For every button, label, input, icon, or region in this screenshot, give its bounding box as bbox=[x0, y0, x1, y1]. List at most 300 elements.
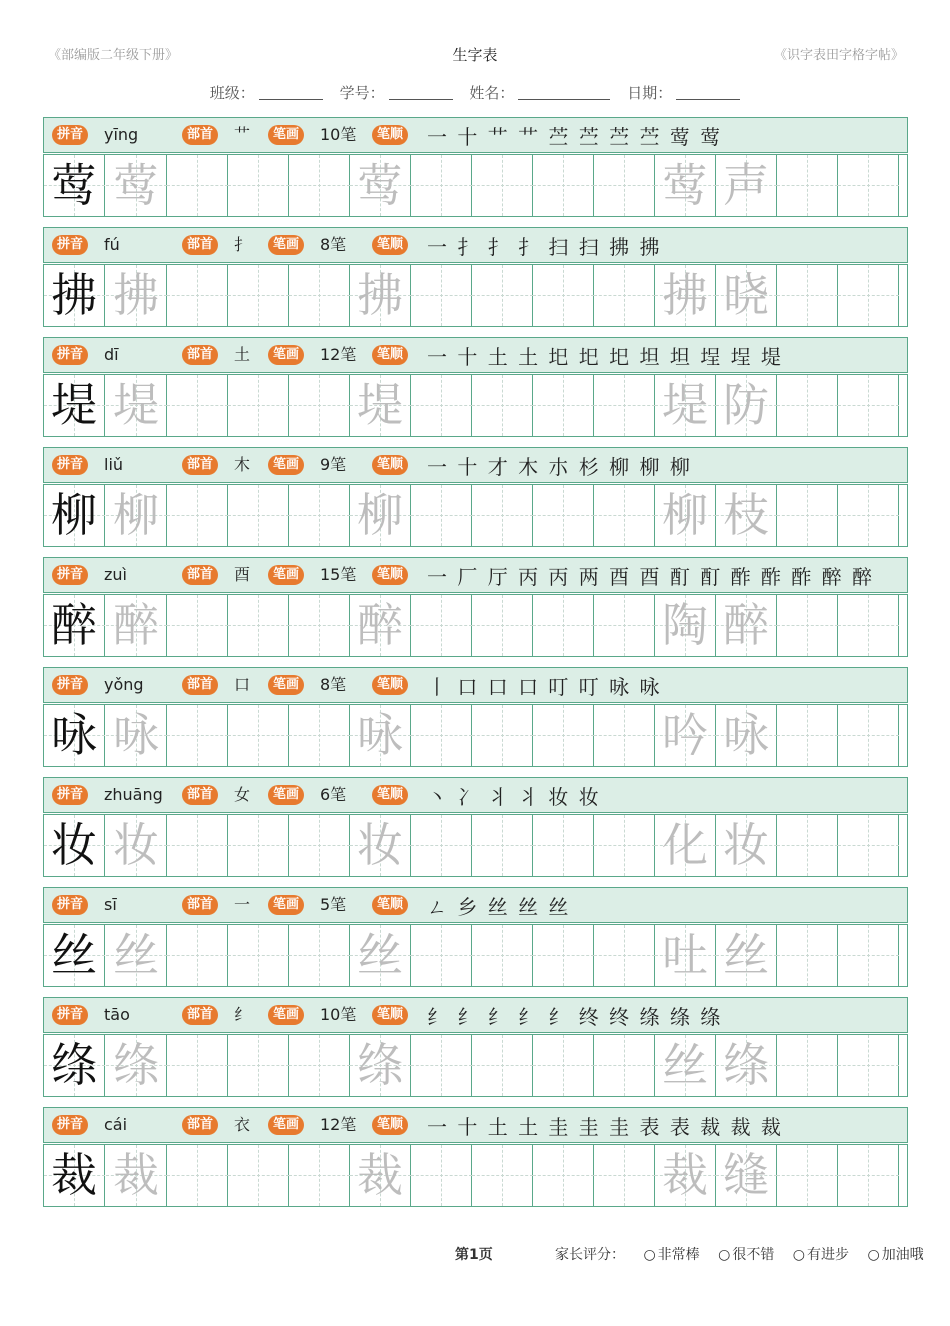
info-bar bbox=[43, 667, 908, 703]
writing-cell[interactable] bbox=[411, 1145, 472, 1206]
radical-tag: 部首 bbox=[182, 895, 218, 915]
character-block bbox=[43, 777, 908, 879]
writing-cell[interactable] bbox=[228, 925, 289, 986]
writing-cell[interactable] bbox=[533, 1145, 594, 1206]
pinyin-tag: 拼音 bbox=[52, 675, 88, 695]
writing-cell[interactable] bbox=[716, 265, 777, 326]
writing-cell[interactable] bbox=[716, 1035, 777, 1096]
stroke-order: 丨 口 口 口 叮 叮 咏 咏 bbox=[427, 675, 662, 699]
writing-cell[interactable] bbox=[289, 1145, 350, 1206]
trace-character: 拂 bbox=[113, 268, 159, 322]
writing-cell[interactable] bbox=[167, 705, 228, 766]
trace-character: 咏 bbox=[113, 708, 159, 762]
date-field[interactable]: 日期： bbox=[627, 82, 740, 103]
writing-cell[interactable] bbox=[44, 265, 105, 326]
order-tag: 笔顺 bbox=[372, 455, 408, 475]
writing-cell[interactable] bbox=[411, 925, 472, 986]
pinyin-value: dī bbox=[104, 345, 119, 364]
writing-cell[interactable] bbox=[411, 155, 472, 216]
writing-cell[interactable] bbox=[655, 595, 716, 656]
writing-cell[interactable] bbox=[167, 1145, 228, 1206]
writing-cell[interactable] bbox=[472, 595, 533, 656]
pinyin-tag: 拼音 bbox=[52, 1005, 88, 1025]
writing-cell[interactable] bbox=[44, 485, 105, 546]
writing-cell[interactable] bbox=[228, 485, 289, 546]
writing-cell[interactable] bbox=[533, 265, 594, 326]
radical-tag: 部首 bbox=[182, 455, 218, 475]
character-block bbox=[43, 667, 908, 769]
trace-character: 咏 bbox=[357, 708, 403, 762]
page-header bbox=[0, 44, 950, 66]
writing-cell[interactable] bbox=[106, 705, 167, 766]
writing-cell[interactable] bbox=[777, 485, 838, 546]
student-number-field[interactable]: 学号： bbox=[340, 82, 453, 103]
tianzige-grid bbox=[43, 924, 908, 987]
writing-cell[interactable] bbox=[167, 485, 228, 546]
character-block bbox=[43, 997, 908, 1099]
writing-cell[interactable] bbox=[594, 1145, 655, 1206]
info-bar bbox=[43, 117, 908, 153]
name-field[interactable]: 姓名： bbox=[469, 82, 610, 103]
tianzige-grid bbox=[43, 1034, 908, 1097]
word-character: 声 bbox=[723, 158, 769, 212]
model-character: 绦 bbox=[51, 1038, 97, 1092]
order-tag: 笔顺 bbox=[372, 125, 408, 145]
writing-cell[interactable] bbox=[594, 265, 655, 326]
word-character: 裁 bbox=[662, 1148, 708, 1202]
strokes-tag: 笔画 bbox=[268, 1005, 304, 1025]
writing-cell[interactable] bbox=[655, 1035, 716, 1096]
writing-cell[interactable] bbox=[655, 265, 716, 326]
model-character: 醉 bbox=[51, 598, 97, 652]
strokes-tag: 笔画 bbox=[268, 455, 304, 475]
trace-character: 堤 bbox=[357, 378, 403, 432]
model-character: 柳 bbox=[51, 488, 97, 542]
trace-character: 裁 bbox=[357, 1148, 403, 1202]
writing-cell[interactable] bbox=[716, 1145, 777, 1206]
trace-character: 妆 bbox=[113, 818, 159, 872]
writing-cell[interactable] bbox=[44, 705, 105, 766]
writing-cell[interactable] bbox=[44, 1035, 105, 1096]
radical-value: 酉 bbox=[234, 565, 251, 584]
writing-cell[interactable] bbox=[44, 155, 105, 216]
writing-cell[interactable] bbox=[838, 265, 899, 326]
order-tag: 笔顺 bbox=[372, 675, 408, 695]
word-character: 妆 bbox=[723, 818, 769, 872]
tianzige-grid bbox=[43, 594, 908, 657]
word-character: 缝 bbox=[723, 1148, 769, 1202]
pinyin-tag: 拼音 bbox=[52, 125, 88, 145]
stroke-order: 一 十 才 木 朩 杉 柳 柳 柳 bbox=[427, 455, 692, 479]
writing-cell[interactable] bbox=[533, 485, 594, 546]
word-character: 莺 bbox=[662, 158, 708, 212]
class-field[interactable]: 班级： bbox=[210, 82, 323, 103]
writing-cell[interactable] bbox=[106, 155, 167, 216]
writing-cell[interactable] bbox=[289, 705, 350, 766]
writing-cell[interactable] bbox=[44, 815, 105, 876]
writing-cell[interactable] bbox=[594, 815, 655, 876]
character-block bbox=[43, 117, 908, 219]
pinyin-value: cái bbox=[104, 1115, 128, 1134]
radical-tag: 部首 bbox=[182, 785, 218, 805]
writing-cell[interactable] bbox=[106, 925, 167, 986]
writing-cell[interactable] bbox=[594, 705, 655, 766]
writing-cell[interactable] bbox=[228, 1035, 289, 1096]
writing-cell[interactable] bbox=[472, 485, 533, 546]
writing-cell[interactable] bbox=[228, 265, 289, 326]
writing-cell[interactable] bbox=[106, 1145, 167, 1206]
trace-character: 莺 bbox=[113, 158, 159, 212]
writing-cell[interactable] bbox=[106, 485, 167, 546]
page-number: 第1页 bbox=[455, 1247, 493, 1263]
strokes-value: 5笔 bbox=[320, 895, 347, 914]
writing-cell[interactable] bbox=[716, 155, 777, 216]
writing-cell[interactable] bbox=[838, 815, 899, 876]
strokes-tag: 笔画 bbox=[268, 235, 304, 255]
word-character: 晓 bbox=[723, 268, 769, 322]
model-character: 妆 bbox=[51, 818, 97, 872]
word-character: 化 bbox=[662, 818, 708, 872]
writing-cell[interactable] bbox=[716, 705, 777, 766]
pinyin-tag: 拼音 bbox=[52, 785, 88, 805]
radical-value: 扌 bbox=[234, 235, 251, 254]
writing-cell[interactable] bbox=[472, 375, 533, 436]
character-block bbox=[43, 557, 908, 659]
rating-option-good[interactable]: ○ 很不错 bbox=[718, 1247, 774, 1263]
tianzige-grid bbox=[43, 374, 908, 437]
radical-tag: 部首 bbox=[182, 235, 218, 255]
rating-option-keep-going[interactable]: ○ 加油哦 bbox=[867, 1247, 923, 1263]
writing-cell[interactable] bbox=[838, 1035, 899, 1096]
writing-cell[interactable] bbox=[228, 155, 289, 216]
stroke-order: 一 扌 扌 扌 扫 扫 拂 拂 bbox=[427, 235, 662, 259]
writing-cell[interactable] bbox=[106, 265, 167, 326]
writing-cell[interactable] bbox=[411, 375, 472, 436]
writing-cell[interactable] bbox=[594, 375, 655, 436]
writing-cell[interactable] bbox=[472, 1145, 533, 1206]
writing-cell[interactable] bbox=[594, 925, 655, 986]
character-block bbox=[43, 887, 908, 989]
info-bar bbox=[43, 337, 908, 373]
writing-cell[interactable] bbox=[533, 1035, 594, 1096]
writing-cell[interactable] bbox=[838, 705, 899, 766]
writing-cell[interactable] bbox=[533, 155, 594, 216]
model-character: 拂 bbox=[51, 268, 97, 322]
writing-cell[interactable] bbox=[472, 1035, 533, 1096]
character-block bbox=[43, 227, 908, 329]
writing-cell[interactable] bbox=[44, 595, 105, 656]
pinyin-tag: 拼音 bbox=[52, 565, 88, 585]
writing-cell[interactable] bbox=[350, 705, 411, 766]
writing-cell[interactable] bbox=[472, 815, 533, 876]
writing-cell[interactable] bbox=[533, 705, 594, 766]
tianzige-grid bbox=[43, 814, 908, 877]
character-block bbox=[43, 1107, 908, 1209]
page-footer bbox=[0, 1244, 950, 1266]
trace-character: 柳 bbox=[357, 488, 403, 542]
writing-cell[interactable] bbox=[350, 1035, 411, 1096]
radical-tag: 部首 bbox=[182, 1115, 218, 1135]
stroke-order: 一 十 土 土 圭 圭 圭 表 表 裁 裁 裁 bbox=[427, 1115, 783, 1139]
writing-cell[interactable] bbox=[716, 375, 777, 436]
writing-cell[interactable] bbox=[777, 1035, 838, 1096]
order-tag: 笔顺 bbox=[372, 565, 408, 585]
writing-cell[interactable] bbox=[716, 485, 777, 546]
writing-cell[interactable] bbox=[533, 815, 594, 876]
writing-cell[interactable] bbox=[167, 1035, 228, 1096]
word-character: 丝 bbox=[723, 928, 769, 982]
writing-cell[interactable] bbox=[472, 265, 533, 326]
writing-cell[interactable] bbox=[167, 595, 228, 656]
writing-cell[interactable] bbox=[228, 705, 289, 766]
tianzige-grid bbox=[43, 1144, 908, 1207]
writing-cell[interactable] bbox=[655, 485, 716, 546]
model-character: 裁 bbox=[51, 1148, 97, 1202]
writing-cell[interactable] bbox=[350, 1145, 411, 1206]
character-block bbox=[43, 447, 908, 549]
radical-value: 一 bbox=[234, 895, 251, 914]
writing-cell[interactable] bbox=[655, 375, 716, 436]
writing-cell[interactable] bbox=[228, 375, 289, 436]
writing-cell[interactable] bbox=[350, 815, 411, 876]
writing-cell[interactable] bbox=[655, 705, 716, 766]
writing-cell[interactable] bbox=[777, 705, 838, 766]
word-character: 防 bbox=[723, 378, 769, 432]
stroke-order: 纟 纟 纟 纟 纟 终 终 绦 绦 绦 bbox=[427, 1005, 723, 1029]
strokes-tag: 笔画 bbox=[268, 675, 304, 695]
pinyin-value: zuì bbox=[104, 565, 127, 584]
writing-cell[interactable] bbox=[411, 1035, 472, 1096]
stroke-order: 一 十 土 土 圯 圯 圯 坦 坦 埕 埕 堤 bbox=[427, 345, 783, 369]
writing-cell[interactable] bbox=[472, 925, 533, 986]
info-bar bbox=[43, 997, 908, 1033]
writing-cell[interactable] bbox=[106, 815, 167, 876]
writing-cell[interactable] bbox=[533, 925, 594, 986]
writing-cell[interactable] bbox=[838, 485, 899, 546]
strokes-value: 6笔 bbox=[320, 785, 347, 804]
writing-cell[interactable] bbox=[777, 155, 838, 216]
writing-cell[interactable] bbox=[655, 815, 716, 876]
trace-character: 拂 bbox=[357, 268, 403, 322]
stroke-order: 丶 冫 丬 丬 妆 妆 bbox=[427, 785, 601, 809]
writing-cell[interactable] bbox=[106, 1035, 167, 1096]
trace-character: 醉 bbox=[113, 598, 159, 652]
rating-option-excellent[interactable]: ○ 非常棒 bbox=[643, 1247, 699, 1263]
radical-value: 艹 bbox=[234, 125, 251, 144]
strokes-value: 8笔 bbox=[320, 235, 347, 254]
book-series: 《部编版二年级下册》 bbox=[48, 48, 179, 63]
writing-cell[interactable] bbox=[289, 925, 350, 986]
writing-cell[interactable] bbox=[350, 375, 411, 436]
writing-cell[interactable] bbox=[411, 265, 472, 326]
word-character: 枝 bbox=[723, 488, 769, 542]
writing-cell[interactable] bbox=[655, 1145, 716, 1206]
writing-cell[interactable] bbox=[777, 815, 838, 876]
writing-cell[interactable] bbox=[716, 815, 777, 876]
word-character: 堤 bbox=[662, 378, 708, 432]
strokes-value: 12笔 bbox=[320, 345, 357, 364]
writing-cell[interactable] bbox=[716, 595, 777, 656]
trace-character: 堤 bbox=[113, 378, 159, 432]
radical-value: 纟 bbox=[234, 1005, 251, 1024]
writing-cell[interactable] bbox=[106, 375, 167, 436]
pinyin-tag: 拼音 bbox=[52, 345, 88, 365]
strokes-value: 12笔 bbox=[320, 1115, 357, 1134]
writing-cell[interactable] bbox=[167, 925, 228, 986]
trace-character: 绦 bbox=[357, 1038, 403, 1092]
writing-cell[interactable] bbox=[350, 485, 411, 546]
info-bar bbox=[43, 557, 908, 593]
writing-cell[interactable] bbox=[594, 595, 655, 656]
tianzige-grid bbox=[43, 484, 908, 547]
pinyin-tag: 拼音 bbox=[52, 895, 88, 915]
writing-cell[interactable] bbox=[228, 595, 289, 656]
radical-tag: 部首 bbox=[182, 1005, 218, 1025]
writing-cell[interactable] bbox=[472, 705, 533, 766]
strokes-value: 10笔 bbox=[320, 1005, 357, 1024]
pinyin-value: tāo bbox=[104, 1005, 130, 1024]
pinyin-value: liǔ bbox=[104, 455, 124, 474]
writing-cell[interactable] bbox=[594, 155, 655, 216]
strokes-tag: 笔画 bbox=[268, 1115, 304, 1135]
writing-cell[interactable] bbox=[472, 155, 533, 216]
writing-cell[interactable] bbox=[350, 265, 411, 326]
writing-cell[interactable] bbox=[777, 1145, 838, 1206]
word-character: 柳 bbox=[662, 488, 708, 542]
pinyin-value: zhuāng bbox=[104, 785, 163, 804]
tianzige-grid bbox=[43, 154, 908, 217]
strokes-value: 10笔 bbox=[320, 125, 357, 144]
writing-cell[interactable] bbox=[289, 595, 350, 656]
writing-cell[interactable] bbox=[289, 815, 350, 876]
rating-option-improving[interactable]: ○ 有进步 bbox=[793, 1247, 849, 1263]
writing-cell[interactable] bbox=[655, 155, 716, 216]
trace-character: 柳 bbox=[113, 488, 159, 542]
writing-cell[interactable] bbox=[777, 375, 838, 436]
strokes-tag: 笔画 bbox=[268, 345, 304, 365]
writing-cell[interactable] bbox=[594, 1035, 655, 1096]
writing-cell[interactable] bbox=[350, 155, 411, 216]
writing-cell[interactable] bbox=[533, 375, 594, 436]
writing-cell[interactable] bbox=[411, 705, 472, 766]
radical-value: 女 bbox=[234, 785, 251, 804]
radical-tag: 部首 bbox=[182, 345, 218, 365]
strokes-value: 8笔 bbox=[320, 675, 347, 694]
trace-character: 莺 bbox=[357, 158, 403, 212]
writing-cell[interactable] bbox=[289, 265, 350, 326]
writing-cell[interactable] bbox=[228, 815, 289, 876]
parent-rating bbox=[555, 1244, 924, 1264]
writing-cell[interactable] bbox=[289, 1035, 350, 1096]
info-bar bbox=[43, 447, 908, 483]
pinyin-value: fú bbox=[104, 235, 120, 254]
writing-cell[interactable] bbox=[716, 925, 777, 986]
trace-character: 裁 bbox=[113, 1148, 159, 1202]
strokes-tag: 笔画 bbox=[268, 895, 304, 915]
model-character: 咏 bbox=[51, 708, 97, 762]
order-tag: 笔顺 bbox=[372, 235, 408, 255]
trace-character: 醉 bbox=[357, 598, 403, 652]
writing-cell[interactable] bbox=[838, 1145, 899, 1206]
writing-cell[interactable] bbox=[777, 925, 838, 986]
strokes-value: 15笔 bbox=[320, 565, 357, 584]
writing-cell[interactable] bbox=[838, 925, 899, 986]
tianzige-grid bbox=[43, 264, 908, 327]
writing-cell[interactable] bbox=[44, 925, 105, 986]
word-character: 拂 bbox=[662, 268, 708, 322]
trace-character: 妆 bbox=[357, 818, 403, 872]
rating-label: 家长评分： bbox=[555, 1247, 625, 1263]
radical-value: 衣 bbox=[234, 1115, 251, 1134]
writing-cell[interactable] bbox=[411, 485, 472, 546]
trace-character: 丝 bbox=[113, 928, 159, 982]
writing-cell[interactable] bbox=[411, 595, 472, 656]
pinyin-tag: 拼音 bbox=[52, 455, 88, 475]
model-character: 堤 bbox=[51, 378, 97, 432]
radical-tag: 部首 bbox=[182, 125, 218, 145]
model-character: 莺 bbox=[51, 158, 97, 212]
word-character: 吐 bbox=[662, 928, 708, 982]
strokes-value: 9笔 bbox=[320, 455, 347, 474]
writing-cell[interactable] bbox=[289, 485, 350, 546]
radical-value: 口 bbox=[234, 675, 251, 694]
radical-tag: 部首 bbox=[182, 675, 218, 695]
writing-cell[interactable] bbox=[533, 595, 594, 656]
writing-cell[interactable] bbox=[594, 485, 655, 546]
workbook-name: 《识字表田字格字帖》 bbox=[773, 48, 904, 63]
stroke-order: 一 十 艹 艹 苎 苎 苎 苎 莺 莺 bbox=[427, 125, 723, 149]
character-block bbox=[43, 337, 908, 439]
writing-cell[interactable] bbox=[411, 815, 472, 876]
radical-value: 木 bbox=[234, 455, 251, 474]
word-character: 绦 bbox=[723, 1038, 769, 1092]
writing-cell[interactable] bbox=[777, 595, 838, 656]
info-bar bbox=[43, 1107, 908, 1143]
trace-character: 丝 bbox=[357, 928, 403, 982]
order-tag: 笔顺 bbox=[372, 1115, 408, 1135]
writing-cell[interactable] bbox=[228, 1145, 289, 1206]
writing-cell[interactable] bbox=[289, 375, 350, 436]
stroke-order: 一 厂 厅 丙 丙 两 酉 酉 酊 酊 酢 酢 酢 醉 醉 bbox=[427, 565, 875, 589]
writing-cell[interactable] bbox=[167, 155, 228, 216]
order-tag: 笔顺 bbox=[372, 895, 408, 915]
writing-cell[interactable] bbox=[167, 815, 228, 876]
strokes-tag: 笔画 bbox=[268, 565, 304, 585]
pinyin-tag: 拼音 bbox=[52, 1115, 88, 1135]
info-bar bbox=[43, 777, 908, 813]
writing-cell[interactable] bbox=[838, 155, 899, 216]
writing-cell[interactable] bbox=[106, 595, 167, 656]
writing-cell[interactable] bbox=[838, 595, 899, 656]
writing-cell[interactable] bbox=[289, 155, 350, 216]
writing-cell[interactable] bbox=[838, 375, 899, 436]
order-tag: 笔顺 bbox=[372, 1005, 408, 1025]
student-info-row bbox=[0, 82, 950, 103]
writing-cell[interactable] bbox=[167, 265, 228, 326]
strokes-tag: 笔画 bbox=[268, 125, 304, 145]
writing-cell[interactable] bbox=[777, 265, 838, 326]
info-bar bbox=[43, 227, 908, 263]
word-character: 咏 bbox=[723, 708, 769, 762]
writing-cell[interactable] bbox=[44, 375, 105, 436]
writing-cell[interactable] bbox=[44, 1145, 105, 1206]
writing-cell[interactable] bbox=[655, 925, 716, 986]
writing-cell[interactable] bbox=[350, 595, 411, 656]
word-character: 陶 bbox=[662, 598, 708, 652]
writing-cell[interactable] bbox=[350, 925, 411, 986]
writing-cell[interactable] bbox=[167, 375, 228, 436]
pinyin-value: yīng bbox=[104, 125, 139, 144]
